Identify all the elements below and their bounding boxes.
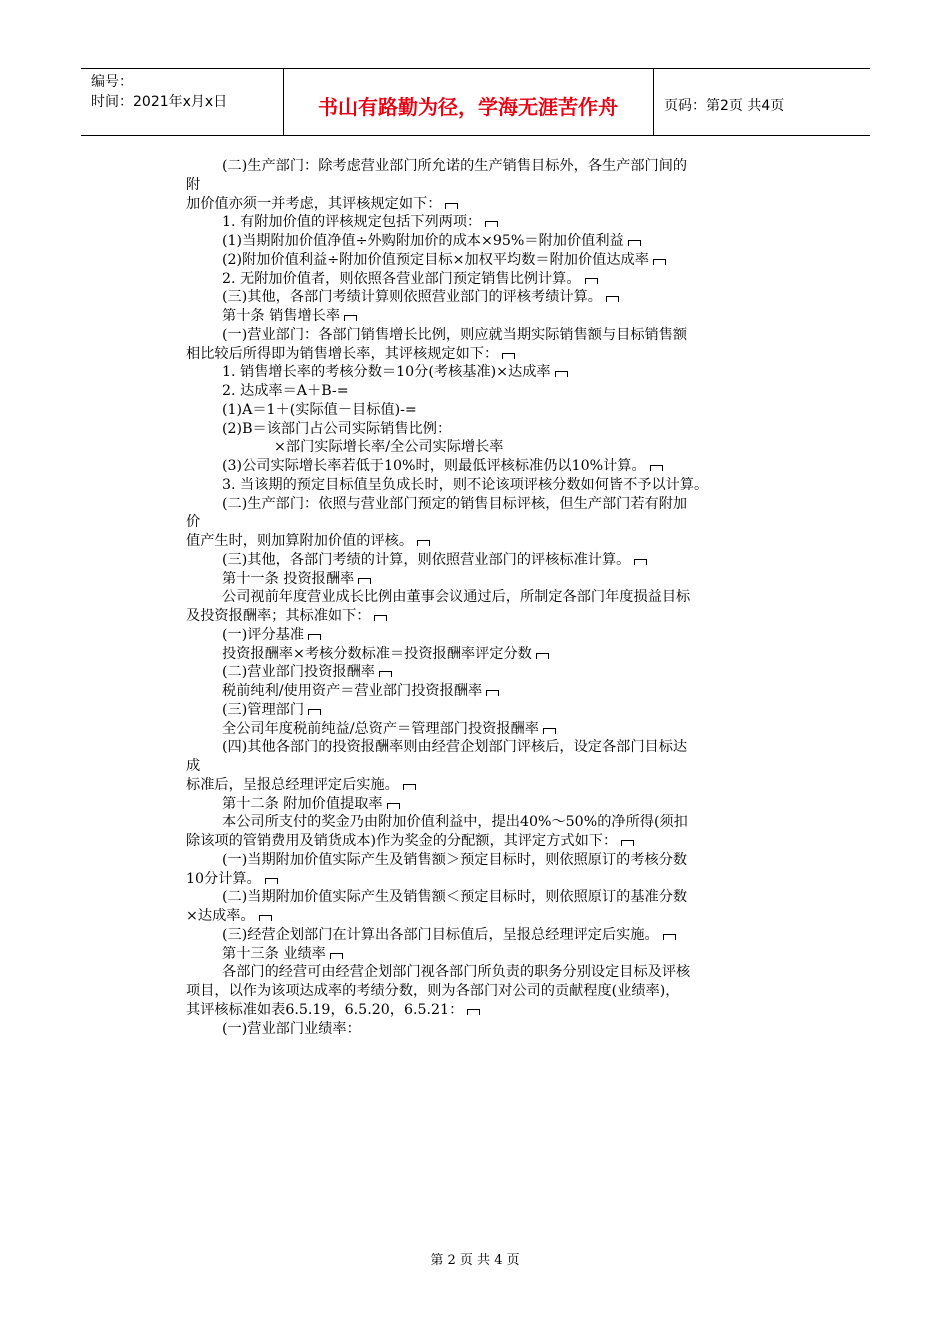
line-text: 第十条 销售增长率 <box>222 308 341 324</box>
line-text: 除该项的管销费用及销货成本)作为奖金的分配额，其评定方式如下： <box>186 833 618 849</box>
paragraph-line <box>186 195 796 214</box>
paragraph-line <box>186 513 796 532</box>
paragraph-line <box>186 570 796 589</box>
paragraph-mark-icon <box>486 690 499 696</box>
header-top-border <box>81 68 870 69</box>
line-text: 1. 销售增长率的考核分数＝10分(考核基准)×达成率 <box>222 364 551 381</box>
paragraph-mark-icon <box>445 203 458 209</box>
line-text: (一)当期附加价值实际产生及销售额＞预定目标时，则依照原订的考核分数 <box>222 851 688 868</box>
paragraph-mark-icon <box>330 953 343 959</box>
line-text: 价 <box>186 514 201 531</box>
line-text: (二)生产部门：除考虑营业部门所允诺的生产销售目标外，各生产部门间的 <box>222 158 688 174</box>
paragraph-mark-icon <box>543 728 556 734</box>
line-text: 加价值亦须一并考虑，其评核规定如下： <box>186 195 442 212</box>
paragraph-mark-icon <box>634 559 647 565</box>
line-text: 及投资报酬率；其标准如下： <box>186 608 371 624</box>
line-text: (1)当期附加价值净值÷外购附加价的成本×95%＝附加价值利益 <box>222 233 624 249</box>
header-time-label: 时间：2021年x月x日 <box>91 94 228 110</box>
paragraph-line <box>186 982 796 1001</box>
paragraph-line <box>186 551 796 570</box>
line-text: (2)B＝该部门占公司实际销售比例： <box>222 420 452 437</box>
line-text: (四)其他各部门的投资报酬率则由经营企划部门评核后，设定各部门目标达 <box>222 739 688 756</box>
line-text: (一)评分基准 <box>222 626 305 643</box>
paragraph-mark-icon <box>387 803 400 809</box>
header-page-label: 页码：第2页 共4页 <box>664 98 785 114</box>
line-text: 第十一条 投资报酬率 <box>222 570 355 587</box>
paragraph-line <box>186 288 796 307</box>
document-body <box>186 157 796 1038</box>
paragraph-line <box>186 888 796 907</box>
paragraph-line <box>186 326 796 345</box>
line-text: (1)A＝1＋(实际值－目标值)-= <box>222 401 417 418</box>
paragraph-line <box>186 176 796 195</box>
line-text: (三)其他，各部门考绩计算则依照营业部门的评核考绩计算。 <box>222 289 602 306</box>
paragraph-line <box>186 720 796 739</box>
line-text: (三)管理部门 <box>222 701 305 718</box>
line-text: (二)当期附加价值实际产生及销售额＜预定目标时，则依照原订的基准分数 <box>222 889 688 906</box>
paragraph-mark-icon <box>265 878 278 884</box>
header-motto: 书山有路勤为径，学海无涯苦作舟 <box>318 95 618 119</box>
line-text: 2. 无附加价值者，则依照各营业部门预定销售比例计算。 <box>222 270 581 287</box>
paragraph-line <box>186 401 796 420</box>
line-text: 标准后，呈报总经理评定后实施。 <box>186 776 399 793</box>
paragraph-line <box>186 813 796 832</box>
paragraph-line <box>186 270 796 289</box>
paragraph-mark-icon <box>358 578 371 584</box>
paragraph-line <box>186 476 796 495</box>
header-divider-right <box>653 68 654 135</box>
paragraph-line <box>186 945 796 964</box>
line-text: 项目，以作为该项达成率的考绩分数，则为各部门对公司的贡献程度(业绩率)， <box>186 983 680 999</box>
paragraph-line <box>186 1020 796 1039</box>
line-text: ×部门实际增长率/全公司实际增长率 <box>274 439 504 456</box>
line-text: 相比较后所得即为销售增长率，其评核规定如下： <box>186 345 499 362</box>
line-text: 各部门的经营可由经营企划部门视各部门所负责的职务分别设定目标及评核 <box>222 964 691 981</box>
line-text: (二)生产部门：依照与营业部门预定的销售目标评核，但生产部门若有附加 <box>222 495 688 512</box>
line-text: 1. 有附加价值的评核规定包括下列两项： <box>222 214 482 231</box>
paragraph-line <box>186 232 796 251</box>
line-text: 成 <box>186 758 201 774</box>
line-text: 第十三条 业绩率 <box>222 945 326 962</box>
paragraph-line <box>186 532 796 551</box>
paragraph-line <box>186 701 796 720</box>
line-text: 10分计算。 <box>186 870 261 887</box>
line-text: 本公司所支付的奖金乃由附加价值利益中，提出40%～50%的净所得(须扣 <box>222 814 688 831</box>
paragraph-line <box>186 851 796 870</box>
line-text: (一)营业部门：各部门销售增长比例，则应就当期实际销售额与目标销售额 <box>222 326 688 343</box>
line-text: (3)公司实际增长率若低于10%时，则最低评核标准仍以10%计算。 <box>222 458 646 474</box>
paragraph-mark-icon <box>555 371 568 377</box>
paragraph-mark-icon <box>628 240 641 246</box>
paragraph-mark-icon <box>502 353 515 359</box>
paragraph-mark-icon <box>379 671 392 677</box>
line-text: (2)附加价值利益÷附加价值预定目标×加权平均数＝附加价值达成率 <box>222 251 649 268</box>
paragraph-line <box>186 832 796 851</box>
paragraph-line <box>186 420 796 439</box>
paragraph-mark-icon <box>467 1009 480 1015</box>
paragraph-line <box>186 795 796 814</box>
paragraph-mark-icon <box>663 934 676 940</box>
line-text: 第十二条 附加价值提取率 <box>222 795 383 812</box>
line-text: ×达成率。 <box>186 908 255 924</box>
paragraph-mark-icon <box>344 315 357 321</box>
line-text: 其评核标准如表6.5.19，6.5.20，6.5.21： <box>186 1001 464 1018</box>
paragraph-line <box>186 926 796 945</box>
line-text: 2. 达成率＝A＋B-= <box>222 383 349 399</box>
paragraph-line <box>186 588 796 607</box>
paragraph-line <box>186 645 796 664</box>
line-text: (三)经营企划部门在计算出各部门目标值后，呈报总经理评定后实施。 <box>222 926 659 943</box>
line-text: (三)其他，各部门考绩的计算，则依照营业部门的评核标准计算。 <box>222 551 631 568</box>
paragraph-line <box>186 457 796 476</box>
line-text: 税前纯利/使用资产＝营业部门投资报酬率 <box>222 683 483 699</box>
paragraph-line <box>186 157 796 176</box>
paragraph-line <box>186 738 796 757</box>
paragraph-line <box>186 626 796 645</box>
line-text: 值产生时，则加算附加价值的评核。 <box>186 533 414 549</box>
paragraph-mark-icon <box>417 540 430 546</box>
paragraph-line <box>186 682 796 701</box>
paragraph-line <box>186 213 796 232</box>
paragraph-line <box>186 607 796 626</box>
paragraph-line <box>186 363 796 382</box>
header-number-label: 编号： <box>91 74 133 90</box>
line-text: 公司视前年度营业成长比例由董事会议通过后，所制定各部门年度损益目标 <box>222 589 691 606</box>
line-text: (一)营业部门业绩率： <box>222 1020 361 1037</box>
paragraph-line <box>186 907 796 926</box>
paragraph-mark-icon <box>374 615 387 621</box>
paragraph-line <box>186 963 796 982</box>
line-text: 全公司年度税前纯益/总资产＝管理部门投资报酬率 <box>222 720 539 737</box>
paragraph-mark-icon <box>653 259 666 265</box>
paragraph-mark-icon <box>485 221 498 227</box>
paragraph-line <box>186 251 796 270</box>
paragraph-mark-icon <box>650 465 663 471</box>
paragraph-mark-icon <box>606 296 619 302</box>
paragraph-line <box>186 663 796 682</box>
paragraph-mark-icon <box>536 653 549 659</box>
paragraph-line <box>186 870 796 889</box>
paragraph-line <box>186 495 796 514</box>
line-text: (二)营业部门投资报酬率 <box>222 664 375 681</box>
line-text: 附 <box>186 176 201 193</box>
paragraph-mark-icon <box>259 915 272 921</box>
paragraph-line <box>186 307 796 326</box>
paragraph-line <box>186 382 796 401</box>
line-text: 3. 当该期的预定目标值呈负成长时，则不论该项评核分数如何皆不予以计算。 <box>222 476 709 493</box>
paragraph-mark-icon <box>585 278 598 284</box>
paragraph-mark-icon <box>621 840 634 846</box>
header-bottom-border <box>81 135 870 136</box>
paragraph-mark-icon <box>308 634 321 640</box>
paragraph-line <box>186 438 796 457</box>
paragraph-mark-icon <box>308 709 321 715</box>
paragraph-mark-icon <box>403 784 416 790</box>
paragraph-line <box>186 757 796 776</box>
paragraph-line <box>186 1001 796 1020</box>
page-footer: 第 2 页 共 4 页 <box>430 1253 520 1268</box>
paragraph-line <box>186 345 796 364</box>
line-text: 投资报酬率×考核分数标准＝投资报酬率评定分数 <box>222 645 532 662</box>
paragraph-line <box>186 776 796 795</box>
